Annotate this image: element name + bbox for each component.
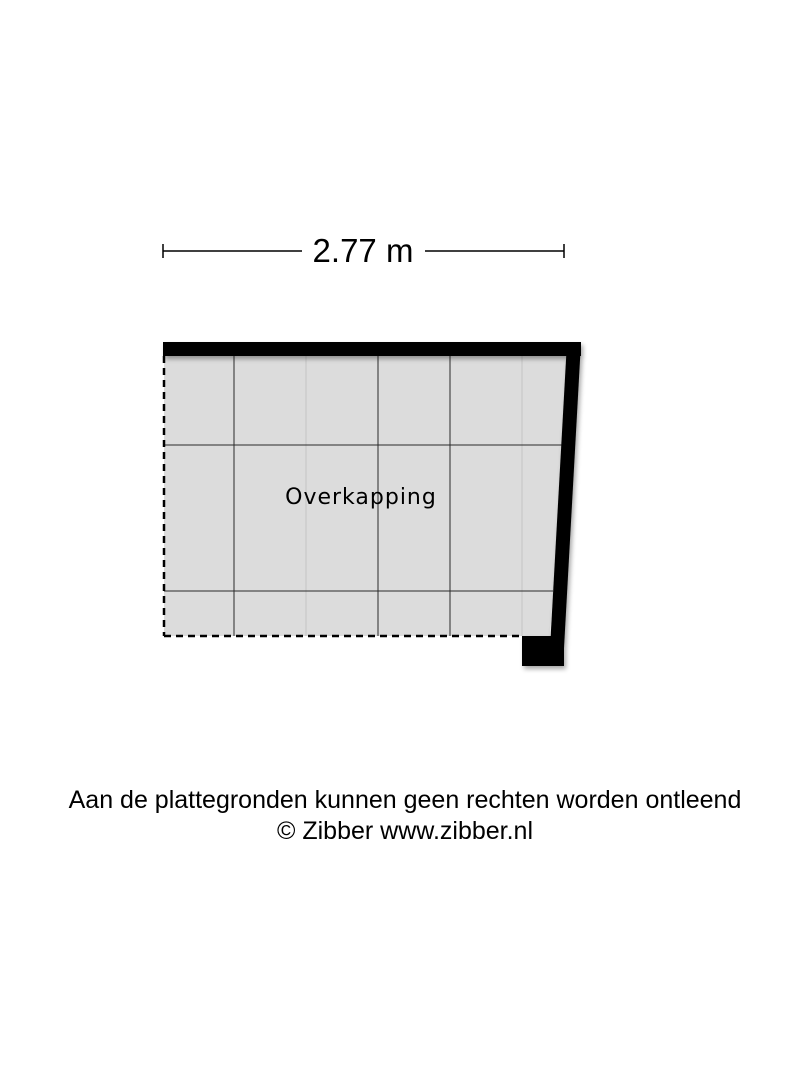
wall-top <box>163 342 581 356</box>
room-label: Overkapping <box>285 485 437 510</box>
copyright-text: © Zibber www.zibber.nl <box>276 817 534 845</box>
dimension-label: 2.77 m <box>312 232 414 269</box>
dimension-line <box>163 232 564 269</box>
wall-corner-post <box>522 636 564 666</box>
disclaimer-text: Aan de plattegronden kunnen geen rechten worden ontleend <box>68 786 742 814</box>
